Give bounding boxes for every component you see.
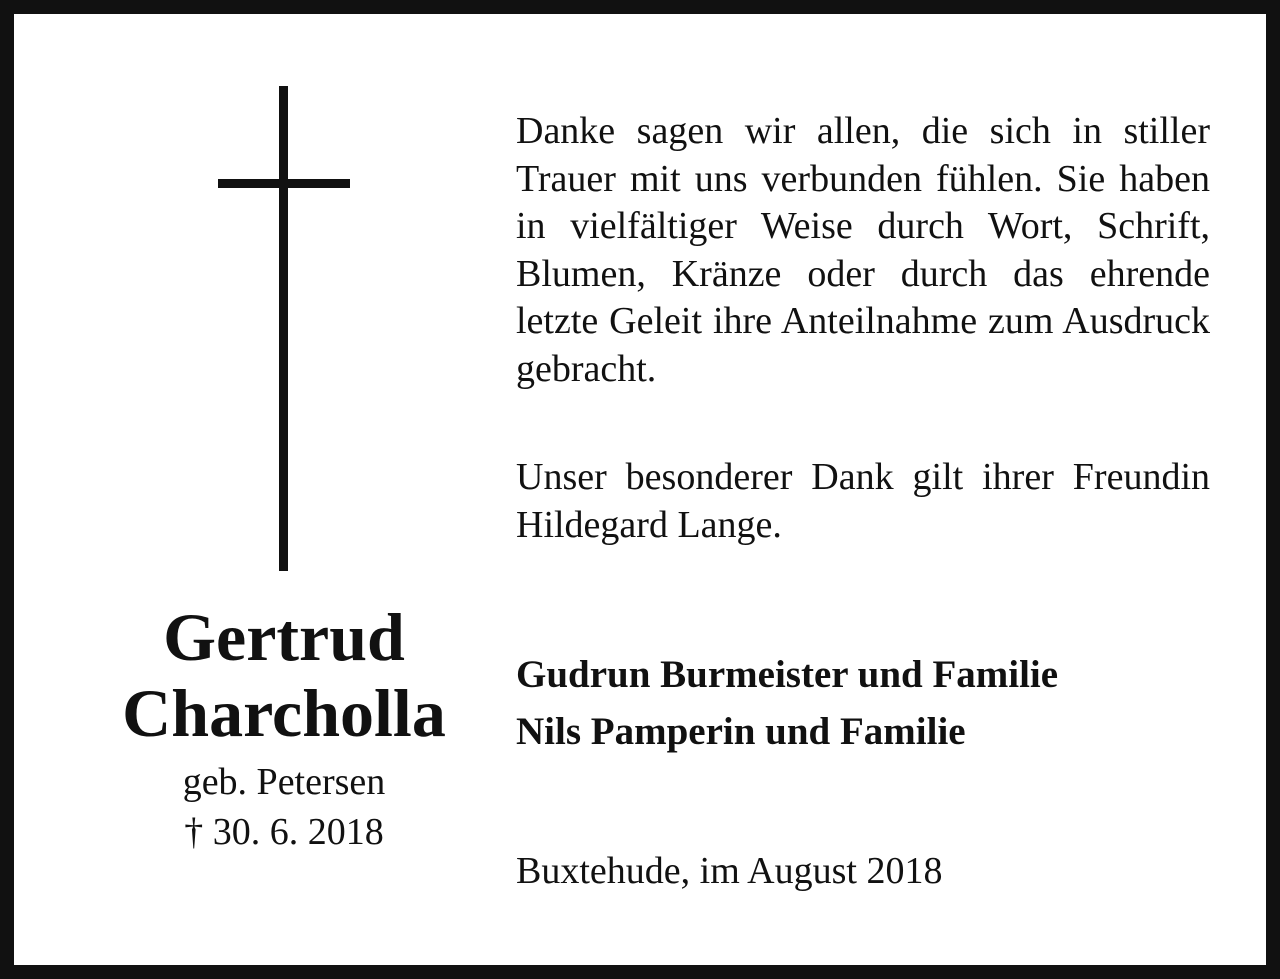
cross-horizontal-bar xyxy=(218,179,350,188)
birth-name: geb. Petersen xyxy=(182,761,386,803)
first-name: Gertrud xyxy=(163,599,405,675)
signers-block xyxy=(516,646,1210,760)
place-and-date: Buxtehude, im August 2018 xyxy=(516,850,943,892)
signer-1: Gudrun Burmeister und Familie xyxy=(516,653,1059,696)
thank-you-paragraph: Danke sagen wir allen, die sich in stiller Trauer mit uns verbunden fühlen. Sie haben in vielfältiger Weise durch Wort, Schrift, Blumen, Kränze oder durch das ehrende letzte Geleit ihre Anteilnahme zum Ausdruck gebracht. xyxy=(516,110,1210,390)
last-name: Charcholla xyxy=(122,675,446,751)
signer-2: Nils Pamperin und Familie xyxy=(516,710,966,753)
death-date: † 30. 6. 2018 xyxy=(184,811,384,853)
deceased-block xyxy=(74,599,494,857)
cross-vertical-bar xyxy=(279,86,288,571)
special-thanks-paragraph: Unser besonderer Dank gilt ihrer Freundin Hildegard Lange. xyxy=(516,456,1210,546)
